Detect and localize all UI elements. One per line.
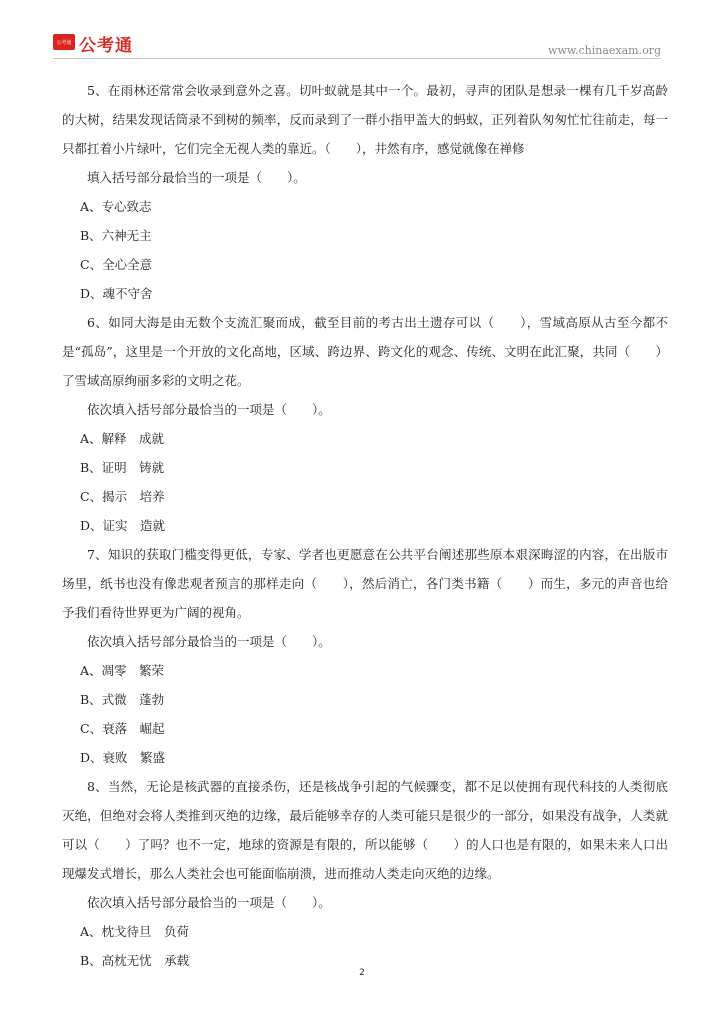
question-prompt: 依次填入括号部分最恰当的一项是（ ）。 xyxy=(87,402,331,417)
question-prompt: 依次填入括号部分最恰当的一项是（ ）。 xyxy=(87,895,331,910)
question-8 xyxy=(62,772,668,975)
question-5 xyxy=(62,76,668,308)
option-c: C、揭示 培养 xyxy=(80,489,165,504)
question-stem: 7、知识的获取门槛变得更低，专家、学者也更愿意在公共平台阐述那些原本艰深晦涩的内容，在出版市场里，纸书也没有像悲观者预言的那样走向（ ），然后消亡，各门类书籍（ ）而生，多元的声音也给予我们看待世界更为广阔的视角。 xyxy=(62,547,668,620)
page-number: 2 xyxy=(359,968,365,978)
option-c: C、衰落 崛起 xyxy=(80,721,165,736)
option-d: D、衰败 繁盛 xyxy=(80,750,166,765)
option-d: D、魂不守舍 xyxy=(80,286,153,301)
option-b: B、高枕无忧 承载 xyxy=(80,953,190,968)
option-a: A、解释 成就 xyxy=(80,431,165,446)
header-divider xyxy=(53,58,661,59)
logo-badge: 公考通 xyxy=(53,34,75,50)
page-header xyxy=(0,0,724,62)
document-body xyxy=(62,76,668,975)
option-a: A、凋零 繁荣 xyxy=(80,663,165,678)
option-a: A、专心致志 xyxy=(80,199,152,214)
option-b: B、证明 铸就 xyxy=(80,460,165,475)
question-stem: 8、当然，无论是核武器的直接杀伤，还是核战争引起的气候骤变，都不足以使拥有现代科技的人类彻底灭绝，但绝对会将人类推到灭绝的边缘，最后能够幸存的人类可能只是很少的一部分，如果没有战争，人类就可以（ ）了吗？也不一定，地球的资源是有限的，所以能够（ ）的人口也是有限的，如果未来人口出现爆发式增长，那么人类社会也可能面临崩溃，进而推动人类走向灭绝的边缘。 xyxy=(62,779,668,881)
option-d: D、证实 造就 xyxy=(80,518,166,533)
option-a: A、枕戈待旦 负荷 xyxy=(80,924,190,939)
question-6 xyxy=(62,308,668,540)
site-url: www.chinaexam.org xyxy=(548,44,661,57)
option-c: C、全心全意 xyxy=(80,257,153,272)
question-7 xyxy=(62,540,668,772)
question-stem: 5、在雨林还常常会收录到意外之喜。切叶蚁就是其中一个。最初，寻声的团队是想录一棵有几千岁高龄的大树，结果发现话筒录不到树的频率，反而录到了一群小指甲盖大的蚂蚁，正列着队匆匆忙忙往前走，每一只都扛着小片绿叶，它们完全无视人类的靠近。（ ），井然有序，感觉就像在禅修 xyxy=(62,83,668,156)
logo-text: 公考通 xyxy=(79,36,133,56)
question-prompt: 填入括号部分最恰当的一项是（ ）。 xyxy=(87,170,306,185)
question-prompt: 依次填入括号部分最恰当的一项是（ ）。 xyxy=(87,634,331,649)
question-stem: 6、如同大海是由无数个支流汇聚而成，截至目前的考古出土遗存可以（ ），雪域高原从古至今都不是“孤岛”，这里是一个开放的文化高地，区域、跨边界、跨文化的观念、传统、文明在此汇聚，共同（ ）了雪域高原绚丽多彩的文明之花。 xyxy=(62,315,668,388)
option-b: B、六神无主 xyxy=(80,228,152,243)
option-b: B、式微 蓬勃 xyxy=(80,692,165,707)
